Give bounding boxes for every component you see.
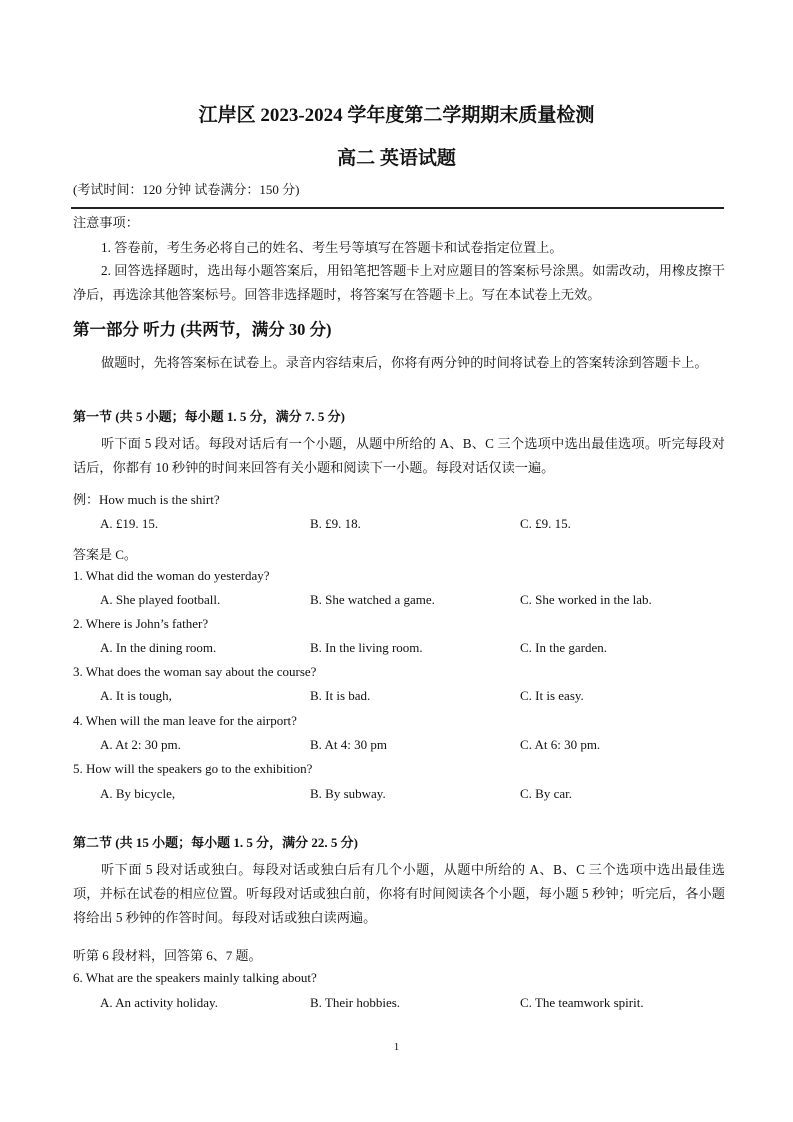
part1-heading: 第一部分 听力 (共两节，满分 30 分) [73,320,332,339]
question-5-option-c: C. By car. [520,786,572,801]
question-2: 2. Where is John’s father? [73,616,209,631]
example-option-c: C. £9. 15. [520,516,571,531]
question-1-option-b: B. She watched a game. [310,592,435,607]
page-subtitle: 高二 英语试题 [337,148,456,169]
question-4-option-c: C. At 6: 30 pm. [520,737,601,752]
question-1: 1. What did the woman do yesterday? [73,568,270,583]
question-6-option-c: C. The teamwork spirit. [520,995,644,1010]
example-option-a: A. £19. 15. [100,516,159,531]
exam-info: (考试时间：120 分钟 试卷满分：150 分) [73,182,300,197]
example-question: 例：How much is the shirt? [73,492,220,507]
page-title: 江岸区 2023-2024 学年度第二学期期末质量检测 [198,105,595,126]
question-4-option-b: B. At 4: 30 pm [310,737,387,752]
question-6-option-a: A. An activity holiday. [100,995,218,1010]
section1-heading: 第一节 (共 5 小题；每小题 1. 5 分，满分 7. 5 分) [73,409,345,424]
section2-instructions: 听下面 5 段对话或独白。每段对话或独白后有几个小题，从题中所给的 A、B、C 三个选项中选出最佳选项，并标在试卷的相应位置。听每段对话或独白前，你将有时间阅读各个小题，每小题 5 秒钟；听完后，各小题将给出 5 秒钟的作答时间。每段对话或独白读两遍。 [73,862,725,925]
question-3-option-b: B. It is bad. [310,688,371,703]
question-5-option-a: A. By bicycle, [100,786,176,801]
question-5-option-b: B. By subway. [310,786,386,801]
question-6: 6. What are the speakers mainly talking about? [73,970,317,985]
section2-heading: 第二节 (共 15 小题；每小题 1. 5 分，满分 22. 5 分) [73,835,358,850]
notes-heading: 注意事项： [73,215,139,230]
question-2-option-c: C. In the garden. [520,640,608,655]
question-3-option-c: C. It is easy. [520,688,584,703]
question-2-option-b: B. In the living room. [310,640,423,655]
material-6-note: 听第 6 段材料，回答第 6、7 题。 [73,948,262,963]
question-4: 4. When will the man leave for the airport? [73,713,297,728]
question-2-option-a: A. In the dining room. [100,640,217,655]
part1-intro: 做题时，先将答案标在试卷上。录音内容结束后，你将有两分钟的时间将试卷上的答案转涂到答题卡上。 [101,355,708,370]
example-option-b: B. £9. 18. [310,516,361,531]
example-answer: 答案是 C。 [73,547,137,562]
question-1-option-c: C. She worked in the lab. [520,592,652,607]
question-3-option-a: A. It is tough, [100,688,172,703]
question-1-option-a: A. She played football. [100,592,221,607]
notes-item-1: 1. 答卷前，考生务必将自己的姓名、考生号等填写在答题卡和试卷指定位置上。 [101,240,563,255]
question-3: 3. What does the woman say about the course? [73,664,317,679]
page-number: 1 [393,1041,400,1053]
section1-instructions: 听下面 5 段对话。每段对话后有一个小题，从题中所给的 A、B、C 三个选项中选出最佳选项。听完每段对话后，你都有 10 秒钟的时间来回答有关小题和阅读下一小题。每段对话仅读一遍。 [73,436,725,475]
question-5: 5. How will the speakers go to the exhibition? [73,761,313,776]
question-6-option-b: B. Their hobbies. [310,995,401,1010]
question-4-option-a: A. At 2: 30 pm. [100,737,181,752]
notes-item-2: 2. 回答选择题时，选出每小题答案后，用铅笔把答题卡上对应题目的答案标号涂黑。如需改动，用橡皮擦干净后，再选涂其他答案标号。回答非选择题时，将答案写在答题卡上。写在本试卷上无效。 [73,263,725,302]
header-divider [71,207,724,209]
